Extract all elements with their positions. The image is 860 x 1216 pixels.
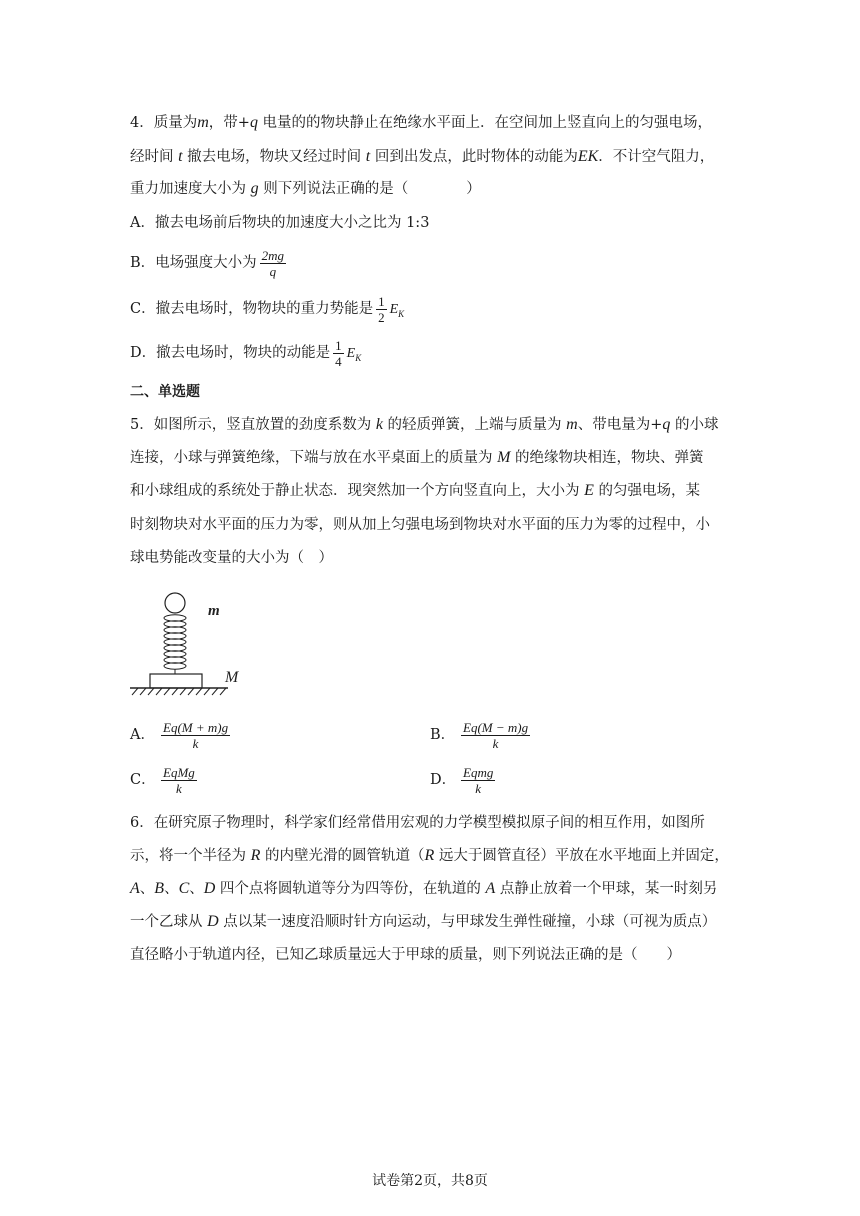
q6-stem-line-3 — [130, 879, 717, 899]
fraction — [376, 294, 387, 325]
text: 的匀强电场，某 — [593, 483, 700, 499]
q4-option-b — [130, 246, 289, 280]
numerator: Eqmg — [463, 764, 494, 780]
option-label: A． — [130, 727, 155, 743]
var-R: R — [250, 847, 261, 864]
q4-stem-line-2 — [130, 147, 714, 167]
numerator: 2mg — [261, 247, 285, 263]
ball — [165, 593, 185, 613]
q5-option-d — [430, 763, 498, 797]
q4-stem-line-1 — [130, 113, 712, 133]
text: 则下列说法正确的是（ ） — [258, 181, 481, 197]
fraction — [461, 765, 495, 796]
option-text: A．撤去电场前后物块的加速度大小之比为 1:3 — [130, 215, 430, 231]
q4-stem-line-3 — [130, 179, 481, 199]
numerator: Eq(M + m)g — [163, 719, 229, 735]
var-ek: EK — [577, 148, 599, 165]
fraction — [161, 720, 230, 751]
text: 示，将一个半径为 — [130, 848, 251, 864]
text: 的轻质弹簧，上端与质量为 — [382, 417, 567, 433]
option-text: C．撤去电场时，物物块的重力势能是 — [130, 301, 374, 317]
var-M: M — [497, 449, 511, 466]
spring-diagram — [128, 590, 258, 705]
symbol: E — [346, 346, 356, 361]
point-A: A — [130, 880, 140, 897]
denominator: k — [475, 780, 482, 796]
text: 撤去电场，物块又经过时间 — [182, 149, 366, 165]
ground-hatch — [132, 688, 226, 695]
q5-option-c — [130, 763, 200, 797]
numerator: 1 — [335, 337, 342, 353]
text: 点静止放着一个甲球，某一时刻另 — [495, 881, 718, 897]
text: ，带+ — [208, 115, 250, 131]
q5-stem-line-1 — [130, 415, 719, 435]
label-m: m — [208, 603, 220, 619]
q5-stem-line-2 — [130, 448, 704, 468]
text: 的小球 — [670, 417, 719, 433]
subscript: K — [355, 352, 362, 363]
var-R: R — [424, 847, 435, 864]
denominator: k — [176, 780, 182, 796]
fraction — [161, 765, 197, 796]
option-label: B． — [430, 727, 456, 743]
var-t: t — [178, 148, 183, 165]
point-D: D — [203, 880, 216, 897]
q4-option-a — [130, 213, 429, 233]
var-g: g — [250, 180, 259, 197]
label-M: M — [225, 669, 239, 686]
denominator: q — [269, 263, 277, 279]
text: 连接，小球与弹簧绝缘，下端与放在水平桌面上的质量为 — [130, 450, 498, 466]
text: 、 — [189, 881, 204, 897]
var-m: m — [566, 416, 578, 433]
text: 和小球组成的系统处于静止状态．现突然加一个方向竖直向上，大小为 — [130, 483, 585, 499]
point-D: D — [207, 913, 219, 930]
text: 、 — [139, 881, 155, 897]
q4-option-c — [130, 292, 404, 331]
text: 、 — [164, 881, 179, 897]
text: 的内壁光滑的圆管轨道（ — [260, 848, 425, 864]
text: 重力加速度大小为 — [130, 181, 251, 197]
var-E: E — [584, 482, 594, 499]
option-label: D． — [430, 772, 457, 788]
var-q: q — [662, 416, 671, 433]
text: ．不计空气阻力， — [598, 149, 715, 165]
q5-option-b — [430, 718, 533, 752]
denominator: 2 — [378, 309, 385, 325]
option-text: D．撤去电场时，物块的动能是 — [130, 345, 331, 361]
fraction — [333, 338, 344, 369]
text: 、带电量为+ — [577, 417, 663, 433]
q6-stem-line-1: 6．在研究原子物理时，科学家们经常借用宏观的力学模型模拟原子间的相互作用，如图所 — [130, 815, 705, 831]
text: 回到出发点，此时物体的动能为 — [370, 149, 578, 165]
block — [150, 674, 202, 688]
energy-symbol — [347, 346, 362, 361]
numerator: EqMg — [163, 764, 195, 780]
page-footer: 试卷第2页，共8页 — [372, 1173, 488, 1189]
var-q: q — [249, 114, 258, 131]
denominator: k — [492, 735, 499, 751]
symbol: E — [389, 302, 399, 317]
text: 点以某一速度沿顺时针方向运动，与甲球发生弹性碰撞，小球（可视为质点） — [218, 914, 717, 930]
text: 经时间 — [130, 149, 179, 165]
q6-stem-line-2 — [130, 846, 729, 866]
option-label: C． — [130, 772, 156, 788]
fraction — [260, 248, 286, 279]
point-B: B — [154, 880, 165, 897]
q5-option-a — [130, 718, 233, 752]
var-k: k — [375, 416, 383, 433]
subscript: K — [398, 308, 405, 319]
section-heading: 二、单选题 — [130, 384, 200, 400]
denominator: k — [192, 735, 199, 751]
denominator: 4 — [335, 353, 342, 369]
q5-stem-line-3 — [130, 481, 700, 501]
q4-option-d — [130, 336, 361, 375]
numerator: Eq(M − m)g — [463, 719, 529, 735]
point-A: A — [485, 880, 496, 897]
text: 5．如图所示，竖直放置的劲度系数为 — [130, 417, 376, 433]
energy-symbol — [390, 302, 405, 317]
fraction — [461, 720, 530, 751]
point-C: C — [178, 880, 190, 897]
q6-stem-line-4 — [130, 912, 716, 932]
option-text: B．电场强度大小为 — [130, 255, 257, 271]
spring-figure — [128, 590, 258, 705]
text: 的绝缘物块相连，物块、弹簧 — [510, 450, 704, 466]
var-t: t — [365, 148, 371, 165]
q6-stem-line-5: 直径略小于轨道内径，已知乙球质量远大于甲球的质量，则下列说法正确的是（ ） — [130, 947, 681, 963]
var-m: m — [197, 114, 209, 131]
text: 四个点将圆轨道等分为四等份，在轨道的 — [215, 881, 486, 897]
q5-stem-line-4: 时刻物块对水平面的压力为零，则从加上匀强电场到物块对水平面的压力为零的过程中，小 — [130, 517, 710, 533]
numerator: 1 — [378, 293, 385, 309]
q5-stem-line-5: 球电势能改变量的大小为（ ） — [130, 550, 333, 566]
text: 远大于圆管直径）平放在水平地面上并固定， — [434, 848, 729, 864]
text: 电量的的物块静止在绝缘水平面上．在空间加上竖直向上的匀强电场， — [257, 115, 713, 131]
spring — [164, 615, 186, 674]
text: 一个乙球从 — [130, 914, 208, 930]
text: 4．质量为 — [130, 115, 198, 131]
